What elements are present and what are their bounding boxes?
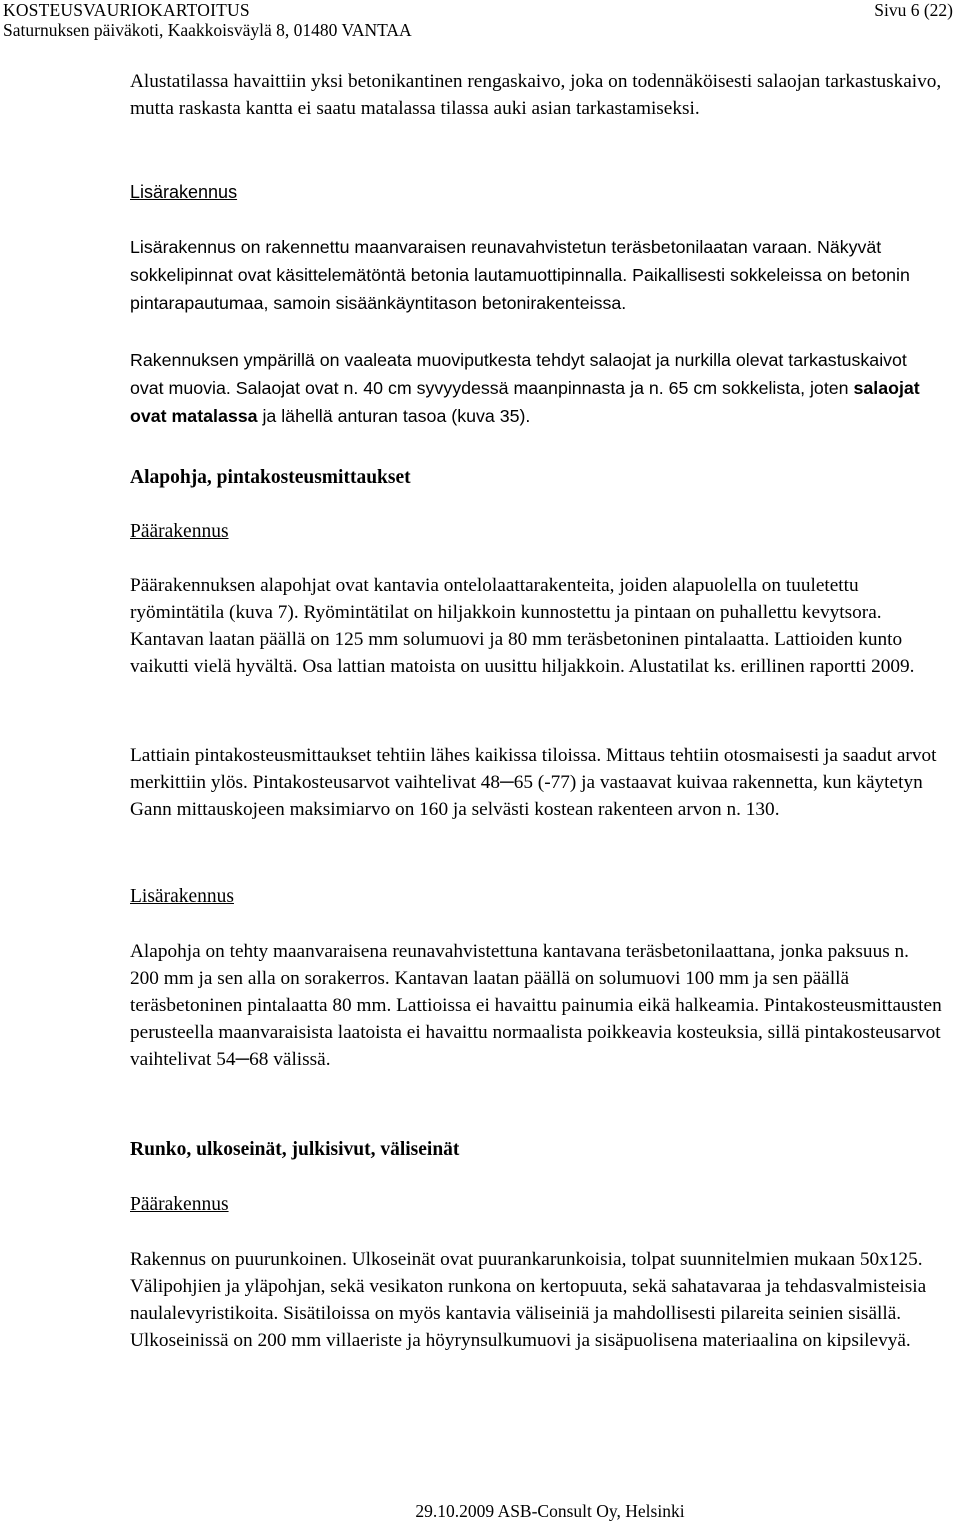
- site-address: Saturnuksen päiväkoti, Kaakkoisväylä 8, 01480 VANTAA: [3, 20, 412, 40]
- alapohja-lisarakennus-heading: Lisärakennus: [130, 886, 234, 907]
- runko-paarakennus-paragraph: Rakennus on puurunkoinen. Ulkoseinät ovat puurankarunkoisia, tolpat suunnitelmien mukaan 50x125. Välipohjien ja yläpohjan, sekä vesikaton runkona on kertopuuta, sekä sahatavaraa ja tehdasvalmisteisia naulalevyristikoita. Sisätiloissa on myös kantavia väliseiniä ja mahdollisesti pilareita seinien sisällä. Ulkoseinissä on 200 mm villaeriste ja höyrynsulkumuovi ja sisäpuolisena materiaalina on kipsilevyä.: [130, 1249, 927, 1351]
- alapohja-paarakennus-paragraph: Päärakennuksen alapohjat ovat kantavia ontelolaattarakenteita, joiden alapuolella on tuuletettu ryömintätila (kuva 7). Ryömintätilat on hiljakkoin kunnostettu ja pintaan on puhallettu kevytsora. Kantavan laatan päällä on 125 mm solumuovi ja 80 mm teräsbetoninen pintalaatta. Lattioiden kunto vaikutti vielä hyvältä. Osa lattian matoista on uusittu hiljakkoin. Alustatilat ks. erillinen raportti 2009.: [130, 575, 915, 677]
- salaojat-text-after: ja lähellä anturan tasoa (kuva 35).: [257, 406, 531, 426]
- page-footer: 29.10.2009 ASB-Consult Oy, Helsinki: [415, 1501, 685, 1521]
- salaojat-text-bold: salaojat ovat matalassa: [130, 378, 920, 426]
- salaojat-paragraph: [130, 346, 942, 430]
- pintakosteus-paragraph: Lattiain pintakosteusmittaukset tehtiin lähes kaikissa tiloissa. Mittaus tehtiin otosmaisesti ja saadut arvot merkittiin ylös. Pintakosteusarvot vaihtelivat 48─65 (-77) ja vastaavat kuivaa rakennetta, kun käytetyn Gann mittauskojeen maksimiarvo on 160 ja selvästi kostean rakenteen arvon n. 130.: [130, 745, 937, 820]
- alapohja-heading: Alapohja, pintakosteusmittaukset: [130, 467, 411, 488]
- intro-paragraph: Alustatilassa havaittiin yksi betonikantinen rengaskaivo, joka on todennäköisesti salaojan tarkastuskaivo, mutta raskasta kantta ei saatu matalassa tilassa auki asian tarkastamiseksi.: [130, 71, 942, 119]
- page-number: Sivu 6 (22): [874, 0, 953, 20]
- runko-heading: Runko, ulkoseinät, julkisivut, väliseinät: [130, 1139, 460, 1160]
- section-lisarakennus-heading: Lisärakennus: [130, 182, 238, 202]
- page-header: [3, 0, 953, 40]
- lisarakennus-paragraph: Lisärakennus on rakennettu maanvaraisen reunavahvistetun teräsbetonilaatan varaan. Näkyvät sokkelipinnat ovat käsittelemätöntä betonia lautamuottipinnalla. Paikallisesti sokkeleissa on betonin pintarapautumaa, samoin sisäänkäyntitason betonirakenteissa.: [130, 237, 910, 313]
- report-title: KOSTEUSVAURIOKARTOITUS: [3, 0, 250, 20]
- alapohja-lisarakennus-paragraph: Alapohja on tehty maanvaraisena reunavahvistettuna kantavana teräsbetonilaattana, jonka paksuus n. 200 mm ja sen alla on sorakerros. Kantavan laatan päällä on solumuovi 100 mm ja sen päällä teräsbetoninen pintalaatta 80 mm. Lattioissa ei havaittu painumia eikä halkeamia. Pintakosteusmittausten perusteella maanvaraisista laatoista ei havaittu normaalista poikkeavia kosteuksia, sillä pintakosteusarvot vaihtelivat 54─68 välissä.: [130, 941, 942, 1070]
- alapohja-paarakennus-heading: Päärakennus: [130, 521, 229, 542]
- salaojat-text-before: Rakennuksen ympärillä on vaaleata muoviputkesta tehdyt salaojat ja nurkilla olevat tarkastuskaivot ovat muovia. Salaojat ovat n. 40 cm syvyydessä maanpinnasta ja n. 65 cm sokkelista, joten: [130, 350, 907, 398]
- runko-paarakennus-heading: Päärakennus: [130, 1194, 229, 1215]
